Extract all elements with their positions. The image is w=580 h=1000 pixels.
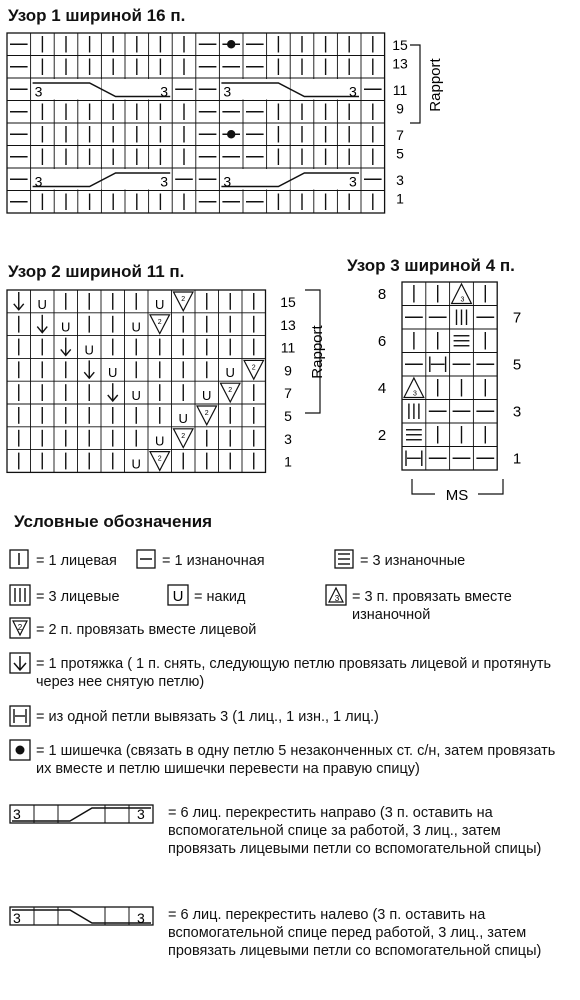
pattern2-row-number: 15 [280, 294, 296, 310]
svg-text:3: 3 [334, 594, 340, 603]
pattern3-row-number-right: 7 [512, 309, 522, 327]
pattern1-rapport-bracket [410, 45, 420, 123]
pattern2-title: Узор 2 шириной 11 п. [8, 262, 185, 281]
legend-title: Условные обозначения [14, 512, 213, 531]
pattern3-row-number-left: 6 [377, 333, 387, 350]
svg-text:3: 3 [460, 296, 465, 304]
pattern2-row-number: 3 [284, 430, 292, 447]
pattern1-row-number: 9 [396, 100, 404, 117]
pattern1-title: Узор 1 шириной 16 п. [8, 6, 186, 25]
svg-text:2: 2 [251, 364, 256, 372]
pattern3-row-number-left: 2 [377, 427, 387, 444]
pattern1-row-number: 11 [392, 82, 408, 98]
svg-text:3: 3 [349, 173, 357, 190]
svg-text:3: 3 [13, 910, 21, 926]
pattern1-row-number: 7 [396, 127, 404, 143]
pattern1-row-number: 5 [396, 145, 404, 162]
pattern1-row-number: 15 [392, 37, 408, 53]
yarn-over-symbol-icon [168, 585, 188, 605]
svg-text:U: U [108, 365, 118, 381]
pattern3-chart [360, 276, 560, 506]
pattern3-title: Узор 3 шириной 4 п. [347, 256, 515, 275]
svg-text:U: U [172, 588, 184, 605]
svg-text:3: 3 [160, 83, 168, 100]
svg-text:3: 3 [349, 83, 357, 100]
svg-text:U: U [131, 456, 141, 472]
legend-inc3: = из одной петли вывязать 3 (1 лиц., 1 изн., 1 лиц.) [36, 709, 379, 725]
svg-text:U: U [225, 365, 235, 381]
pattern3-row-number-right: 1 [512, 450, 522, 468]
svg-text:3: 3 [13, 806, 21, 822]
pattern1-row-numbers [392, 37, 408, 207]
inc3-symbol-icon [10, 706, 30, 726]
bobble-symbol-icon [10, 740, 30, 760]
svg-text:U: U [61, 319, 71, 335]
svg-text:U: U [178, 410, 188, 426]
legend-cable-left: = 6 лиц. перекрестить налево (3 п. оставить на вспомогательной спице перед работой, 3 лиц., затем провязать лицевыми петли со вспомогательной спицы) [168, 907, 542, 959]
pattern2-row-number: 13 [280, 316, 296, 333]
pattern2-row-number: 7 [284, 385, 292, 402]
pattern2-grid [7, 290, 266, 472]
pattern3-row-number-left: 8 [377, 286, 387, 303]
svg-text:3: 3 [137, 806, 145, 822]
svg-text:3: 3 [412, 390, 417, 398]
svg-text:2: 2 [204, 410, 209, 417]
svg-text:U: U [37, 296, 47, 312]
legend-purl: = 1 изнаночная [162, 553, 265, 569]
legend-bobble: = 1 шишечка (связать в одну петлю 5 незаконченных ст. с/н, затем провязать их вместе и петлю шишечки перевести на правую спицу) [36, 743, 556, 777]
pattern3-row-number-right: 3 [512, 403, 522, 421]
svg-text:3: 3 [34, 173, 43, 190]
svg-text:U: U [202, 388, 212, 403]
svg-text:3: 3 [223, 83, 232, 100]
svg-text:3: 3 [160, 173, 168, 190]
svg-text:U: U [131, 319, 141, 335]
pattern1-chart [0, 0, 580, 240]
pattern2-row-number: 1 [284, 453, 292, 470]
purl3-symbol-icon [335, 550, 353, 568]
legend-skp: = 1 протяжка ( 1 п. снять, следующую петлю провязать лицевой и протянуть через нее снятую петлю) [36, 656, 552, 690]
pattern2-row-number: 5 [284, 408, 292, 424]
svg-text:U: U [155, 296, 165, 312]
pattern3-row-number-left: 4 [377, 380, 387, 397]
svg-text:U: U [155, 433, 165, 449]
p3tog-symbol-icon [326, 585, 346, 605]
cable-right-symbol-icon [10, 805, 153, 823]
pattern1-rapport-label: Rapport [427, 58, 444, 112]
svg-text:2: 2 [181, 432, 186, 440]
knit-symbol-icon [10, 550, 28, 568]
pattern2-row-numbers [280, 294, 296, 470]
pattern1-grid [7, 33, 385, 213]
knit3-symbol-icon [10, 585, 30, 605]
svg-text:U: U [84, 342, 94, 358]
svg-text:3: 3 [223, 173, 232, 190]
svg-text:2: 2 [157, 455, 162, 463]
pattern3-row-number-right: 5 [512, 356, 522, 374]
legend-knit3: = 3 лицевые [36, 589, 120, 605]
legend-p3tog: = 3 п. провязать вместе изнаночной [352, 589, 512, 623]
svg-text:2: 2 [181, 296, 186, 303]
purl-symbol-icon [137, 550, 155, 568]
svg-text:2: 2 [157, 318, 162, 326]
pattern3-grid [402, 282, 497, 470]
svg-text:3: 3 [137, 910, 145, 926]
pattern1-row-number: 13 [392, 55, 408, 72]
pattern2-chart [0, 280, 340, 480]
svg-text:2: 2 [17, 623, 23, 632]
k2tog-symbol-icon [10, 618, 30, 638]
pattern1-row-number: 1 [396, 190, 404, 207]
legend-knit: = 1 лицевая [36, 553, 117, 569]
skp-arrow-symbol-icon [10, 653, 30, 673]
legend-yarn-over: = накид [194, 589, 246, 605]
pattern2-rapport-label: Rapport [309, 325, 326, 379]
svg-text:2: 2 [228, 387, 233, 395]
pattern2-row-number: 9 [284, 362, 292, 379]
legend-purl3: = 3 изнаночные [360, 553, 466, 569]
svg-text:3: 3 [34, 83, 43, 100]
pattern2-row-number: 11 [280, 339, 296, 356]
pattern3-ms-label: MS [445, 487, 469, 504]
pattern1-row-number: 3 [396, 172, 404, 188]
legend-cable-right: = 6 лиц. перекрестить направо (3 п. оставить на вспомогательной спице за работой, 3 лиц., затем провязать лицевыми петли со вспомогательной спицы) [168, 805, 542, 857]
cable-left-symbol-icon [10, 907, 153, 926]
svg-text:U: U [131, 388, 141, 403]
legend-k2tog: = 2 п. провязать вместе лицевой [36, 622, 257, 638]
